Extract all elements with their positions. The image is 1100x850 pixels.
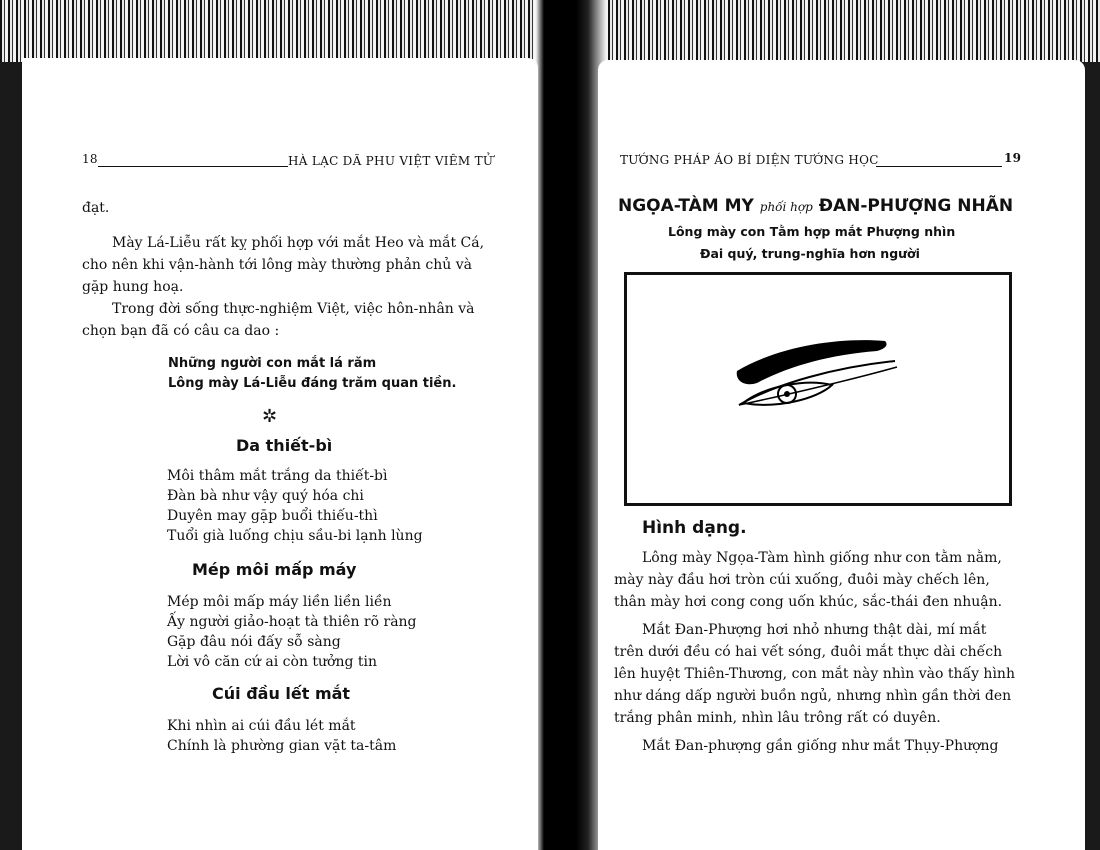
running-header: HÀ LẠC DÃ PHU VIỆT VIÊM TỬ xyxy=(288,154,494,168)
text-line: như dáng dấp người buồn ngủ, nhưng nhìn gần thời đen xyxy=(614,688,1012,704)
poem-line: Đàn bà như vậy quý hóa chi xyxy=(167,488,364,504)
page-number: 19 xyxy=(1004,151,1022,165)
text-line: chọn bạn đã có câu ca dao : xyxy=(82,323,280,339)
poem-title: Cúi đầu lết mắt xyxy=(212,684,351,703)
left-page xyxy=(22,58,538,850)
eyebrow-shape xyxy=(737,340,887,384)
text-line: đạt. xyxy=(82,200,110,216)
header-rule xyxy=(876,166,1002,167)
eyebrow-eye-illustration xyxy=(627,275,1009,503)
subtitle-line: Đai quý, trung-nghĩa hơn người xyxy=(700,246,920,261)
poem-line: Chính là phường gian vặt ta-tâm xyxy=(167,738,397,754)
poem-title: Mép môi mấp máy xyxy=(192,560,357,579)
poem-line: Gặp đâu nói đấy sỗ sàng xyxy=(167,634,341,650)
text-line: mày này đầu hơi tròn cúi xuống, đuôi mày chếch lên, xyxy=(614,572,990,588)
text-line: trắng phân minh, nhìn lâu trông rất có duyên. xyxy=(614,710,941,726)
poem-line: Ấy người giảo-hoạt tà thiên rõ ràng xyxy=(167,614,417,630)
poem-line: Lời vô căn cứ ai còn tưởng tin xyxy=(167,654,378,670)
poem-title: Da thiết-bì xyxy=(236,436,333,455)
title-connector: phối hợp xyxy=(759,200,813,214)
text-line: gặp hung hoạ. xyxy=(82,279,184,295)
poem-line: Mép môi mấp máy liền liền liền xyxy=(167,594,392,610)
poem-line: Tuổi già luống chịu sầu-bi lạnh lùng xyxy=(167,528,423,544)
text-line: Mắt Đan-phượng gần giống như mắt Thụy-Phượng xyxy=(642,738,999,754)
text-line: Lông mày Ngọa-Tàm hình giống như con tằm nằm, xyxy=(642,550,1002,566)
poem-line: Môi thâm mắt trắng da thiết-bì xyxy=(167,468,388,484)
quote-line: Những người con mắt lá răm xyxy=(168,356,377,371)
text-line: Mày Lá-Liễu rất kỵ phối hợp với mắt Heo và mắt Cá, xyxy=(112,235,485,251)
header-rule xyxy=(98,166,288,167)
book-gutter xyxy=(536,0,606,850)
section-title xyxy=(618,196,1013,216)
text-line: trên dưới đều có hai vết sóng, đuôi mắt thực dài chếch xyxy=(614,644,1003,660)
text-line: thân mày hơi cong cong uốn khúc, sắc-thái đen nhuận. xyxy=(614,594,1003,610)
poem-line: Khi nhìn ai cúi đầu lét mắt xyxy=(167,718,356,734)
quote-line: Lông mày Lá-Liễu đáng trăm quan tiền. xyxy=(168,376,457,391)
illustration-frame xyxy=(624,272,1012,506)
page-number: 18 xyxy=(82,152,98,166)
text-line: Mắt Đan-Phượng hơi nhỏ nhưng thật dài, mí mắt xyxy=(642,622,987,638)
ornament: ✲ xyxy=(262,406,278,427)
title-part: NGỌA-TÀM MY xyxy=(618,196,754,216)
right-page xyxy=(598,60,1085,850)
pupil xyxy=(784,391,790,397)
subtitle-line: Lông mày con Tằm hợp mắt Phượng nhìn xyxy=(668,224,956,239)
text-line: lên huyệt Thiên-Thương, con mắt này nhìn vào thấy hình xyxy=(614,666,1015,682)
text-line: cho nên khi vận-hành tới lông mày thường phản chủ và xyxy=(82,257,472,273)
poem-line: Duyên may gặp buổi thiếu-thì xyxy=(167,508,378,524)
text-line: Trong đời sống thực-nghiệm Việt, việc hôn-nhân và xyxy=(112,301,475,317)
section-heading: Hình dạng. xyxy=(642,518,747,538)
running-header: TƯỚNG PHÁP ÁO BÍ DIỆN TƯỚNG HỌC xyxy=(620,153,879,167)
title-part: ĐAN-PHƯỢNG NHÃN xyxy=(818,196,1014,216)
